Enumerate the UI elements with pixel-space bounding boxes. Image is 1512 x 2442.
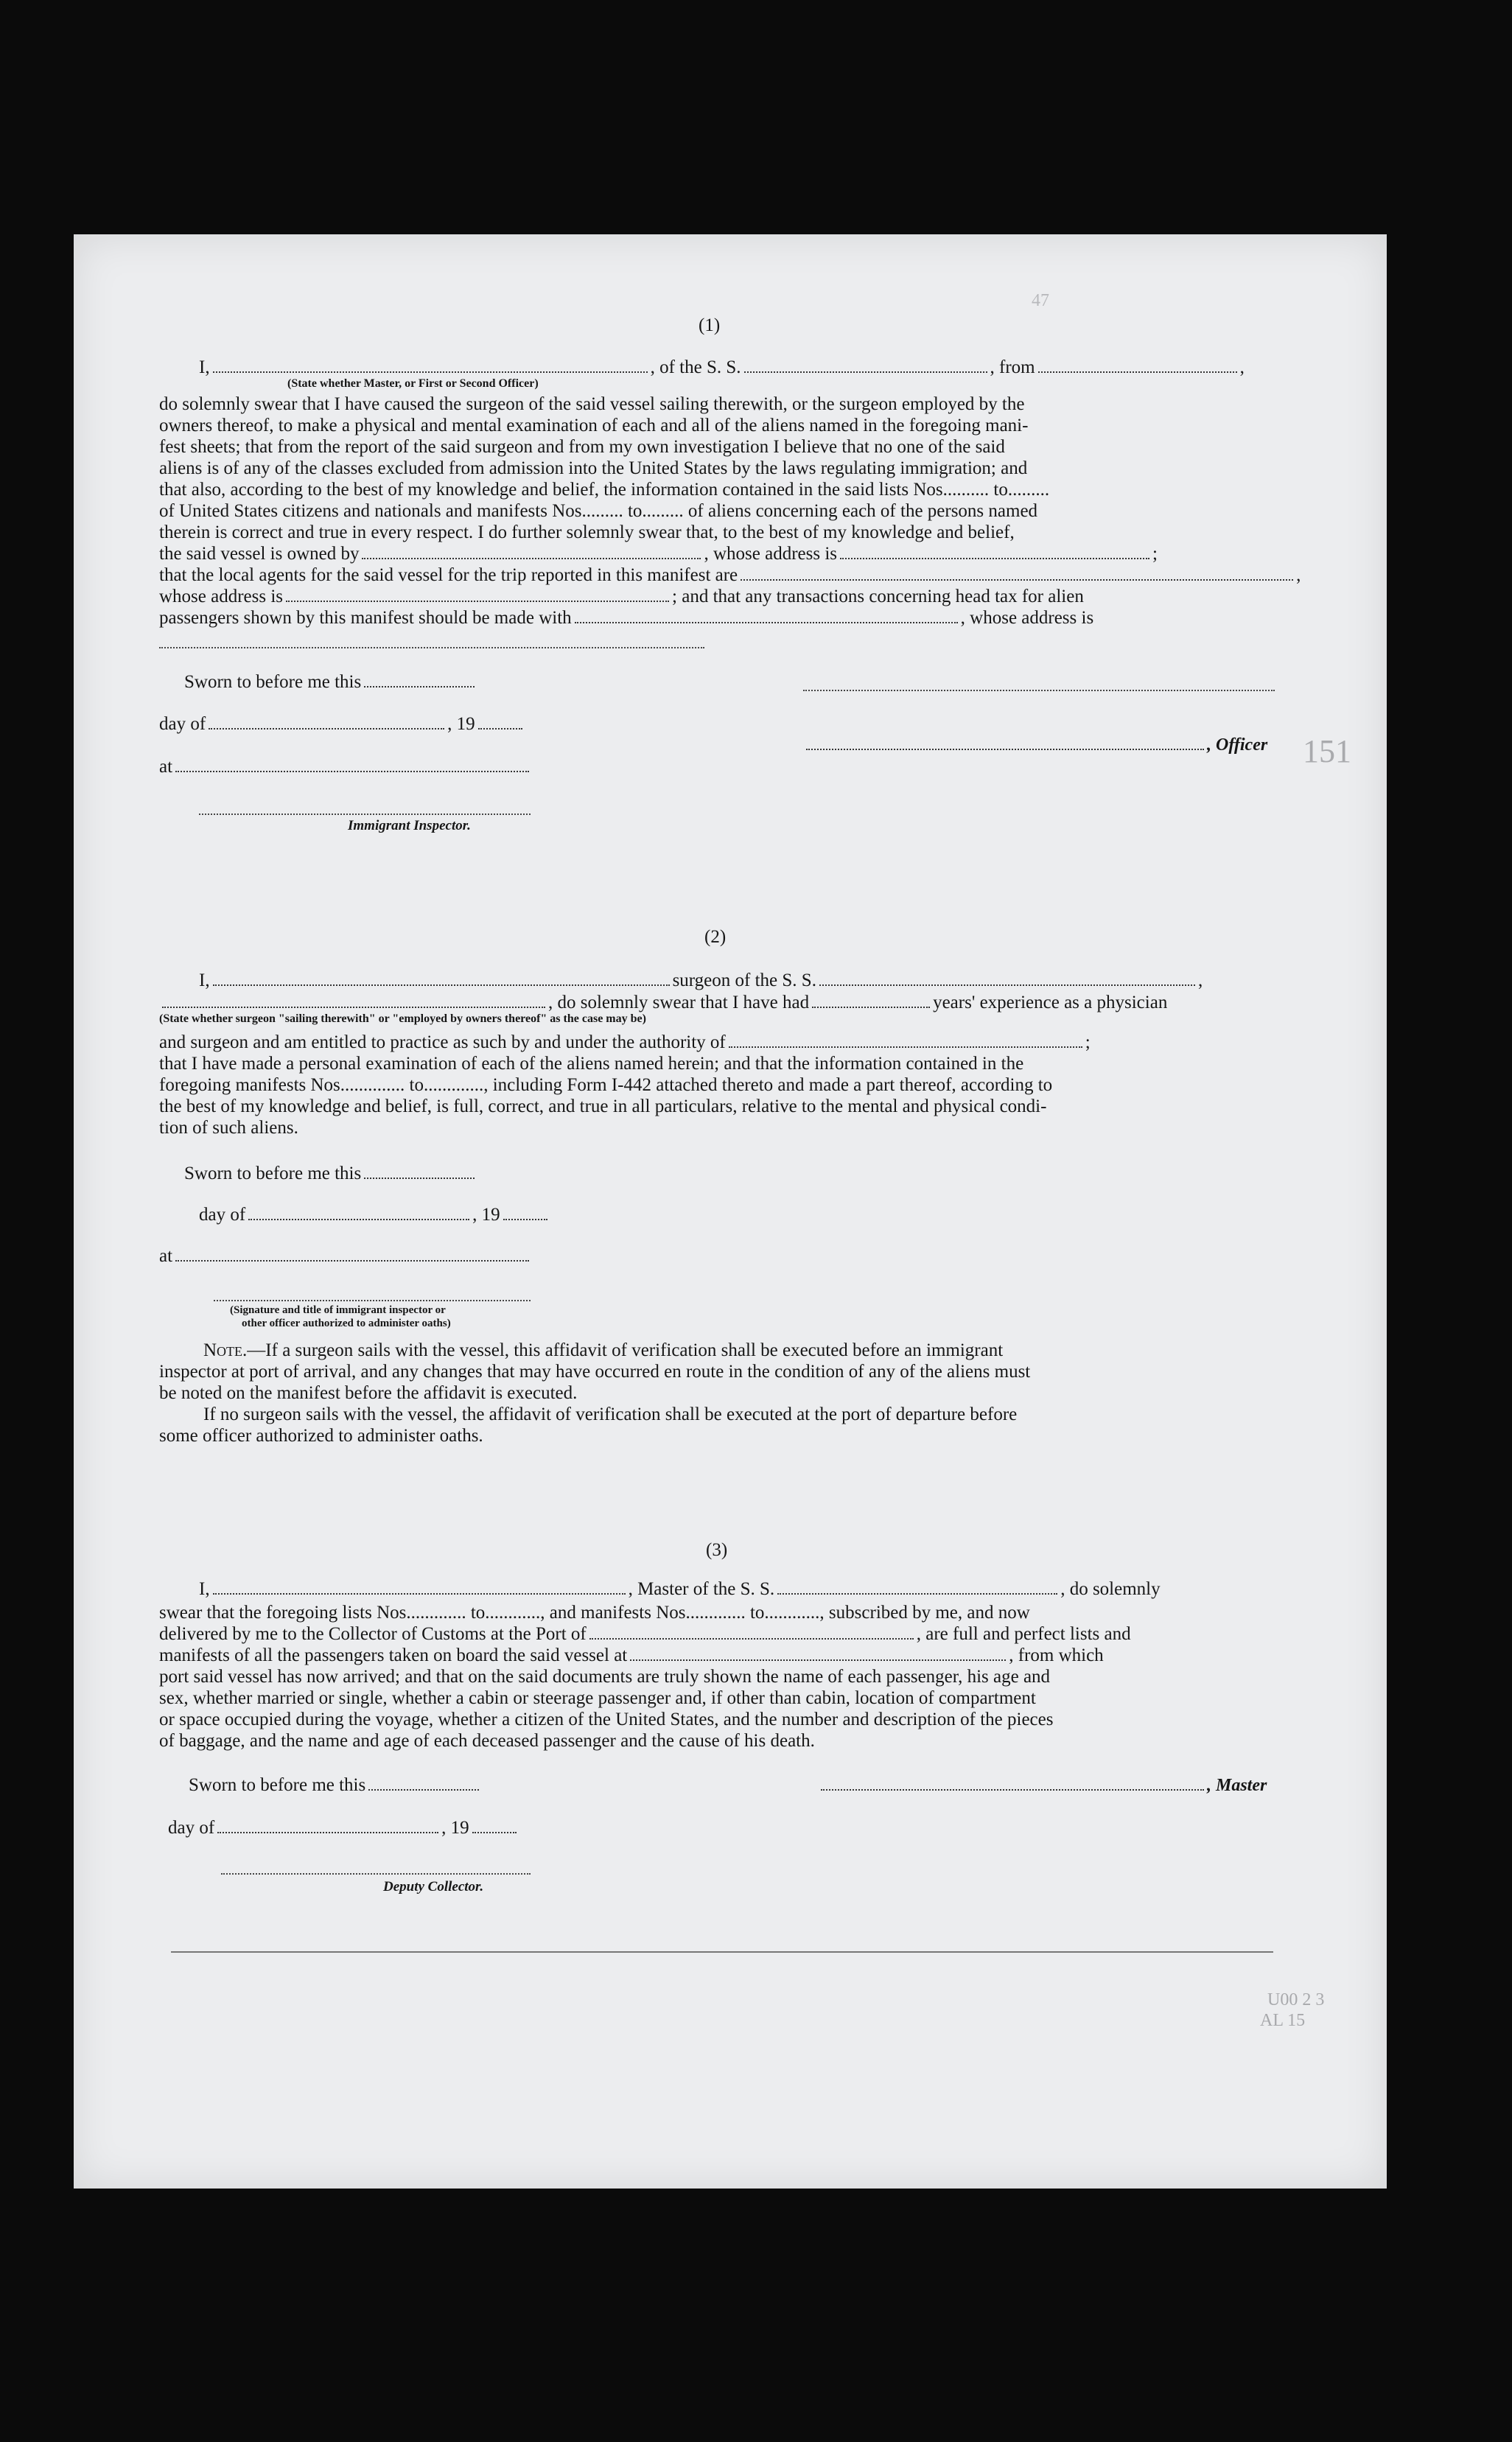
affidavit-page <box>74 234 1387 2189</box>
signature-caption: (Signature and title of immigrant inspector or <box>230 1304 446 1316</box>
bleed-number: 151 <box>1303 733 1351 769</box>
signature-line <box>214 1300 531 1301</box>
bleed-stamp: AL 15 <box>1260 2011 1306 2030</box>
signature-line <box>221 1873 531 1875</box>
note-label: Note. <box>203 1340 248 1360</box>
bottom-rule <box>171 1951 1273 1953</box>
at-line: at <box>159 1247 532 1265</box>
sworn-line: Sworn to before me this <box>184 673 477 691</box>
day-line: day of , 19 <box>199 1206 550 1224</box>
sworn-line: Sworn to before me this <box>184 1164 477 1183</box>
master-signature-line: , Master <box>818 1776 1267 1794</box>
oath-paragraph: do solemnly swear that I have caused the surgeon of the said vessel sailing therewith, or the surgeon employed by the owners thereof, to make a physical and mental examination of each and all of the aliens named in the foregoing mani- fest sheets; that from the report of the said surgeon and from my own investigation I believe that no one of the said aliens is of any of the classes excluded from admission into the United States by the laws regulating immigration; and that also, according to the best of my knowledge and belief, the information contained in the said lists Nos.......... to......... of United States citizens and nationals and manifests Nos......... to......... of aliens concerning each of the persons named therein is correct and true in every respect. I do further solemnly swear that, to the best of my knowledge and belief, the said vessel is owned by , whose address is ; that the local agents for the said vessel for the trip reported in this manifest are , whose address is ; and that any transactions concerning head tax for alien passengers shown by this manifest should be made with , whose address is <box>159 394 1301 628</box>
sworn-line: Sworn to before me this <box>189 1776 482 1794</box>
inspector-caption: Immigrant Inspector. <box>348 818 471 833</box>
field-caption: (State whether Master, or First or Second Officer) <box>287 377 539 390</box>
section-number: (2) <box>704 927 727 947</box>
surgeon-line: I, surgeon of the S. S. , <box>199 970 1203 990</box>
oath-line: I, , of the S. S. , from , <box>199 357 1245 377</box>
section-number: (3) <box>706 1540 728 1560</box>
bleed-stamp: U00 2 3 <box>1267 1990 1325 2009</box>
officer-line: , Officer <box>803 735 1267 754</box>
field-caption: (State whether surgeon "sailing therewith" or "employed by owners thereof" as the case may be) <box>159 1012 646 1025</box>
master-paragraph: swear that the foregoing lists Nos............. to............, and manifests Nos............. to............, subscribed by me, and now delivered by me to the Collector of Customs at the Port of , are full and perfect lists and manifests of all the passengers taken on board the said vessel at , from which port said vessel has now arrived; and that on the said documents are truly shown the name of each passenger, his age and sex, whether married or single, whether a cabin or steerage passenger and, if other than cabin, location of compartment or space occupied during the voyage, whether a citizen of the United States, and the number and description of the pieces of baggage, and the name and age of each deceased passenger and the cause of his death. <box>159 1603 1131 1751</box>
collector-caption: Deputy Collector. <box>383 1879 484 1895</box>
signature-caption: other officer authorized to administer oaths) <box>242 1318 451 1329</box>
master-line: I, , Master of the S. S. , do solemnly <box>199 1579 1161 1599</box>
signature-line <box>199 814 531 815</box>
at-line: at <box>159 758 532 776</box>
blank-line <box>803 690 1275 691</box>
section-number: (1) <box>699 315 721 335</box>
verification-note: Note.—If a surgeon sails with the vessel, this affidavit of verification shall be executed before an immigrant inspector at port of arrival, and any changes that may have occurred en route in the condition of any of the aliens must be noted on the manifest before the affidavit is executed. If no surgeon sails with the vessel, the affidavit of verification shall be executed at the port of departure before some officer authorized to administer oaths. <box>159 1340 1031 1446</box>
surgeon-paragraph: and surgeon and am entitled to practice as such by and under the authority of ; that I have made a personal examination of each of the aliens named herein; and that the information contained in the foregoing manifests Nos.............. to............., including Form I-442 attached thereto and made a part thereof, according to the best of my knowledge and belief, is full, correct, and true in all particulars, relative to the mental and physical condi- tion of such aliens. <box>159 1032 1091 1138</box>
blank-line <box>159 647 704 648</box>
bleed-number: 47 <box>1032 291 1049 310</box>
day-line: day of , 19 <box>159 715 525 733</box>
swear-line: , do solemnly swear that I have had years' experience as a physician <box>159 993 1167 1012</box>
day-line: day of , 19 <box>168 1819 519 1837</box>
